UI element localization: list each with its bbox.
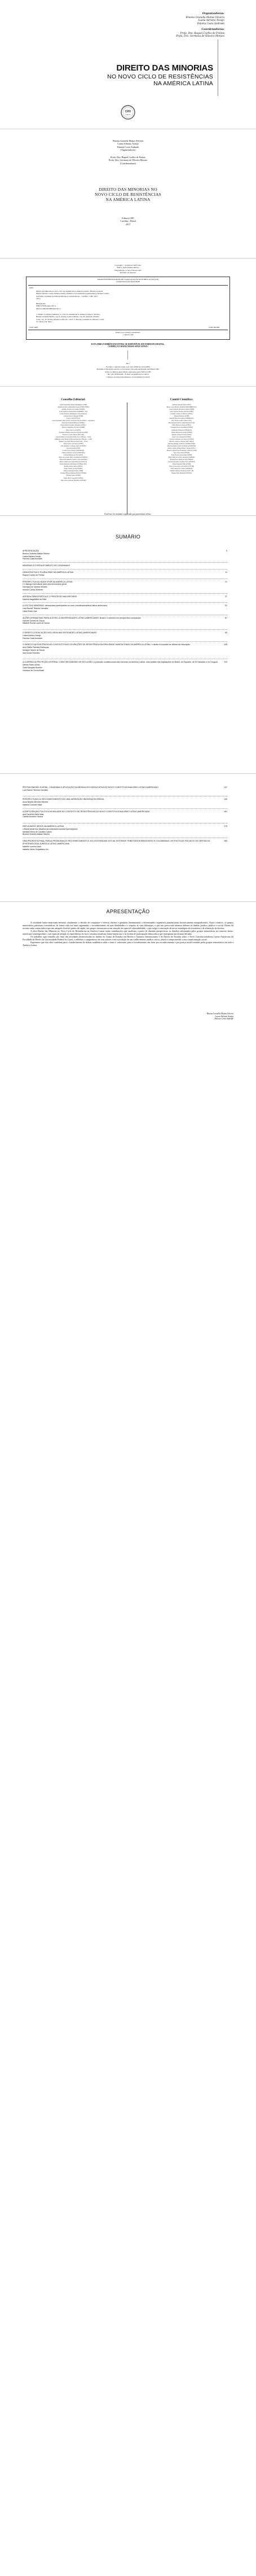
toc-entry-page: 175: [224, 825, 227, 827]
legal-notice: [0, 366, 256, 378]
council-member: Simone Rodrigues Pinto (UNB): [63, 470, 83, 472]
copyright-block: [0, 264, 256, 274]
council-member: Cesar Gerónimo Tello (Univer. Nacional Três de Febrero – Argentina): [52, 420, 95, 422]
council-member: Maria de Lourdes Pinto de Almeida (UNOESC): [59, 457, 88, 459]
council-member: Leonel Severo Rocha (UNISINOS): [62, 449, 85, 452]
title-line: NOVO CICLO DE RESISTÊNCIAS: [94, 192, 162, 198]
council-member: Maria Antonieta Lynch de Moraes (UNIVASF): [167, 445, 196, 447]
council-member: Carlos Alberto Vilar Estêvão (UMINHO – PT): [59, 411, 88, 413]
coordinator-name: Profa. Dra. Germana de Oliveira Moraes: [108, 159, 148, 162]
toc-entry[interactable]: [23, 550, 227, 560]
digital-notice-line: CONHEÇA E BAIXE NOSSO APLICATIVO!: [108, 345, 148, 348]
book-title-main: DIREITO DAS MINORIAS: [116, 63, 213, 73]
cip-line: Matias Silveira, Luana Adriano Araújo, Paloma Costa Andrade (organizadoras), Raquel Coelho: [36, 292, 109, 295]
book-title-sub: [67, 74, 213, 87]
credits-page: [0, 259, 256, 386]
toc-separator: [23, 808, 227, 809]
toc-entry-author: Luiz Ramon Teixeira Carvalho: [23, 788, 48, 791]
book-title-line: NA AMÉRICA LATINA: [153, 80, 213, 87]
cip-heading-line: DADOS INTERNACIONAIS DE CATALOGAÇÃO NA PUBLICAÇÃO (CIP): [97, 278, 159, 281]
council-member: Tania Suely Azevedo Brasileiro (UFOPA): [60, 479, 86, 481]
toc-entry-author: Denise Rivero Alves: [23, 664, 40, 667]
toc-entry-author: Clara Marques Bomfim: [23, 666, 42, 669]
toc-entry[interactable]: [23, 604, 227, 612]
toc-entry-title: REFUGIADOS SÍRIOS NA AMÉRICA LATINA: [23, 825, 64, 827]
toc-entry-page: 51: [225, 604, 227, 607]
organizer-name: Paloma Costa Andrade: [197, 21, 224, 25]
toc-entry[interactable]: [23, 617, 227, 625]
toc-entry[interactable]: [23, 798, 227, 806]
council-member: Antônio Pereira Gaio Júnior (UFRRJ): [61, 409, 85, 411]
council-member: Wagner Pires Machado (UERGS): [171, 472, 192, 475]
council-member: Fábio Barbosa Chaves (UFPA): [172, 424, 191, 427]
cip-line: Bibliografia: [36, 303, 46, 305]
council-member: Lídia de Oliveira Xavier (UNIEURO): [61, 452, 85, 454]
copyright-line: Copyright © da Editora CRV Ltda.: [114, 264, 142, 266]
toc-entry-author: Paloma Costa Andrade: [23, 637, 42, 639]
copyright-line: Revisão: Os Autores: [120, 271, 136, 274]
toc-entry-author: Lara Rachel Teixeira Carvalho: [23, 607, 48, 610]
toc-entry-title: A VOZ DAS MINORIAS: democracia participativa no novo constitucionalismo latino-americano: [23, 604, 108, 607]
toc-entry-author: Antonio Carlos Wolkmer: [23, 588, 43, 591]
publisher-logo-sub: editora: [125, 113, 131, 116]
council-member: Jailson Alves dos Santos (UFRJ): [63, 443, 83, 445]
council-member: Adriano Sant'Ana Pedra (FDV): [172, 404, 191, 406]
cip-code: D597: [29, 287, 34, 289]
frontispiece-title: [0, 187, 256, 203]
legal-line: Conheça os nossos lançamentos: www.editoracrv.com.br: [106, 375, 150, 378]
cip-line: Direito das minorias no novo ciclo de resistências na América Latina / Bruena Granella: [36, 290, 103, 292]
council-member: Eduardo Fernandes Barbosa (UFMG): [61, 422, 85, 424]
toc-entry-author: Liana Rosa Lima: [23, 610, 37, 612]
coordinator-name: Profa. Dra. Germana de Oliveira Moraes: [176, 34, 224, 38]
toc-entry[interactable]: [23, 811, 227, 818]
cip-heading-line: CATALOGAÇÃO NA FONTE: [116, 281, 140, 283]
council-member: Tadeu Oliver Gonçalves (UFPA): [63, 477, 83, 479]
cip-line: DOI 10.24824/978854441767.4: [36, 307, 61, 310]
toc-entry-page: 11: [225, 571, 227, 573]
council-member: Marcelo Pichioli da Silveira (UNIFACEAR): [168, 443, 195, 445]
toc-entry[interactable]: [23, 643, 227, 654]
council-member: Paulo Romualdo Hernandes (UNIFAL-MG): [60, 463, 87, 466]
council-member: Silvio Carlos Alves dos Santos (UFVJM): [169, 466, 195, 468]
toc-title: SUMÁRIO: [115, 534, 141, 540]
council-member: Valter Moura do Carmo (UNIMAR): [170, 468, 193, 470]
organizers-block: [112, 12, 224, 25]
council-member: Elza Antonia Pereira Cunha Boiteux (USP): [168, 422, 195, 424]
presentation-title: APRESENTAÇÃO: [106, 909, 150, 914]
toc-entry-author: Paloma Costa Andrade: [23, 558, 42, 560]
council-member: Eloy Pereira Lemos Junior (UIT): [171, 420, 192, 422]
council-member: Andréia da Silva Quintanilha Sousa (UNIR/UFRN): [58, 406, 89, 409]
toc-entry-author: Iara Sousa Faustino: [23, 651, 40, 654]
toc-entry[interactable]: [23, 825, 227, 836]
toc-entry-author: Bruena Granella Matias Silveira: [23, 833, 50, 836]
table-of-contents-continued: [0, 774, 256, 901]
publication-year: 2017: [126, 362, 130, 365]
toc-entry-author: Isabelle Lucena Lavor: [23, 845, 42, 848]
toc-entry-author: Daniela Magalhães da Silva: [23, 598, 47, 601]
cip-line: Costa. org. IV. Freitas, Raquel Coelho de. coord. V. Moraes, Germana de Oliveira. coord.: [36, 318, 104, 321]
toc-separator: [23, 641, 227, 642]
toc-entry-title: UMA PROPOSTA FINAL PARA A PROBLEMA DO RECONHECIMENTO E DA LEGITIMIDADE SOCIAL SISTEMAS TRIBUTÁRIOS BRASILEIRO E COLOMBIANO: AS POLÍTICAS FISCAIS E DE DEFESA DA EPISTEMOLOGIA JURÍDICA LATINO-AMERICANA: [23, 840, 210, 845]
legal-line: Todos os direitos desta edição reservados pela: Editora CRV: [105, 370, 151, 373]
council-member: Carmen Tereza Velanga (UNIR): [63, 415, 83, 418]
toc-entry-title: PERSPECTIVAS DO RECONHECIMENTO DE UMA JURISDIÇÃO INDÍGENA NO BRASIL: [23, 798, 105, 801]
publisher-name: Editora CRV: [122, 217, 134, 220]
cip-subjects: [36, 313, 226, 323]
toc-entry-page: 67: [225, 616, 227, 619]
publisher-city: Curitiba – Brasil: [120, 220, 136, 223]
council-member: Elizeu Clementino de Souza (UNEB): [61, 427, 85, 429]
council-member: Celso Antonio Pacheco Fiorillo (FMU): [169, 411, 194, 413]
cip-line: VI. Título VII. Série.: [36, 321, 52, 323]
organizer-name: Paloma Costa Andrade: [117, 145, 139, 148]
toc-entry-author: Anna Beatriz Mendes Macedo: [23, 801, 48, 804]
toc-entry-author: Ana Carolina Vieira Maia: [23, 813, 44, 816]
council-member: Jorge Luís Lamounier (UFMG): [172, 436, 191, 438]
presentation-paragraph: A obra Direito das Minorias no Novo Ciclo de Resistências na América Latina reúne contribuições que analisam, a partir de distintas perspectivas, os desafios enfrentados pelos grupos minoritários no contexto latino-americano contemporâneo, com especial atenção às experiências do novo constitucionalismo latino-americano e às formas de participação democrática que emergiram nas últimas décadas.: [23, 930, 233, 936]
presentation-page: [0, 902, 256, 1116]
toc-entry-page: 119: [224, 661, 227, 664]
council-member: João Adalberto Campato Junior (UNESP): [60, 445, 86, 447]
toc-entry-page: 183: [224, 840, 227, 843]
toc-entry-page: 137: [224, 786, 227, 788]
council-member: Carlos Eduardo Nicoletti Camillo (UPM): [169, 409, 195, 411]
toc-entry-author: Bruena Granella Matias Silveira: [23, 552, 50, 555]
toc-entry-title: AÇÕES AFIRMATIVAS PARA ACESSO A UNIVERSIDADES LATINO-AMERICANAS: Brasil e Colômbia em perspectiva comparada: [23, 616, 141, 619]
council-member: Régis Willyan da Silva Andrade (UNIPAR): [168, 457, 195, 459]
toc-entry-author: Mariana Vieira de Carvalho Castro: [23, 830, 52, 833]
cip-body: [36, 290, 226, 300]
cip-line: Bruena Granella Matias. org. II. Araújo, Luana Adriano. org. III. Andrade, Paloma: [36, 316, 99, 318]
council-member: Cláudio Ladeira de Oliveira (UFSC): [170, 413, 193, 415]
organizer-name: Bruena Granella Matias Silveira: [186, 15, 224, 19]
toc-entry-page: 21: [225, 580, 227, 583]
review-note: Este livro foi avaliado e aprovado por pareceristas ad hoc.: [104, 513, 152, 515]
council-member: Ney Alves Veras (UFAM): [174, 452, 189, 454]
toc-entry-author: Monique Nunes de Souza: [23, 649, 45, 651]
title-line: NA AMÉRICA LATINA: [105, 197, 151, 203]
cip-separator: [28, 285, 228, 286]
role-label: (Coordenadoras): [120, 161, 136, 165]
council-member: Guillermo Arias Beatón (Universidade de La Havana – Cuba): [54, 438, 92, 440]
title-page: [0, 129, 256, 258]
council-member: Romeu Faria Thomé da Silva (FIDM): [170, 459, 193, 461]
council-member: Gloria Fariñas León (Universidade de La Havana – Cuba): [55, 436, 91, 438]
editorial-council-page: [0, 387, 256, 515]
frontispiece-imprint: [0, 217, 256, 226]
council-member: Bruno Cesar Barreto Jardim (UNIDOMBOSCO): [166, 406, 197, 409]
toc-entry-author: Vanessa da Cunha Brasil: [23, 669, 45, 672]
toc-separator: [23, 602, 227, 603]
toc-entry-title: APRESENTAÇÃO: [23, 550, 39, 552]
publisher-logo-text: CRV: [125, 110, 131, 113]
council-member: Luciana Schneider dos Santos (UNESP): [169, 438, 194, 440]
frontispiece-coordinators: [0, 156, 256, 165]
copyright-line: Editor-chefe: Railson Moura: [117, 266, 139, 269]
publication-year: 2017: [125, 222, 131, 226]
council-member: Elione Maria Nogueira Diogenes (UFAL): [60, 424, 86, 427]
coordinators-block: [112, 28, 224, 38]
council-member: Rosane Teresinha Carvalho Porto (UNIJUÍ): [168, 461, 195, 463]
book-title-line: NO NOVO CICLO DE RESISTÊNCIAS: [107, 73, 213, 80]
council-member: Élsio José Corá (UFFS): [66, 429, 81, 431]
cdd-code: CDD 340.098: [209, 326, 220, 328]
toc-entry-title: O DIREITO DA EXISTÊNCIA NO CONTEXTO DAS OCUPAÇÕES DE RESISTÊNCIA NA REALIDADE HABITACIONAL DA AMÉRICA LATINA: o direito à moradia na defesa da educação: [23, 643, 190, 646]
council-member: Pedro Pontes de Azevêdo (UFPB): [171, 454, 192, 457]
council-member: Rodrigo Pratte-Santos (UFES): [64, 466, 83, 468]
organizer-name: Luana Adriano Araújo: [117, 142, 139, 146]
toc-entry[interactable]: [23, 571, 227, 577]
toc-entry[interactable]: [23, 581, 227, 592]
cip-line: ISBN 978-85-444-1767-4: [36, 305, 56, 308]
toc-entry-title: PROTAGONISMO JUVENIL, CIDADANIA E APLICAÇÃO DA MEDIDA SOCIOEDUCATIVA NO NOVO CONSTITUCIONALISMO LATINO-AMERICANO: [23, 786, 158, 788]
toc-entry[interactable]: [23, 632, 227, 639]
council-member: Januário Justino Ferreira (UNIP): [171, 433, 192, 436]
role-label: (Organizadoras): [120, 148, 136, 152]
coordinator-name: Profa. Dra. Raquel Coelho de Freitas: [180, 31, 224, 34]
toc-entry[interactable]: [23, 840, 227, 851]
council-member: Marcelo Campos Galuppo (PUC Minas): [169, 440, 194, 443]
council-member: Eduardo Biacchi Gomes (UNIBRASIL): [169, 418, 194, 420]
toc-entry-author: e o diálogo intercultural para uma democracia plural: [23, 583, 67, 586]
council-member: Fernando Fortes Said Filho (UESPI): [170, 427, 193, 429]
presentation-paragraph: Esperamos que esta obra contribua para o fortalecimento do debate acadêmico sobre o tema e, sobretudo, para o fortalecimento das lutas por reconhecimento e por justiça social travadas pelos grupos minoritários em toda a América Latina.: [23, 941, 233, 947]
toc-separator: [23, 629, 227, 630]
table-of-contents-page: [0, 516, 256, 773]
toc-entry-title: A PARTICIPAÇÃO POLÍTICA DA MULHER NO CONTEXTO DE RESISTÊNCIAS DO NOVO CONSTITUCIONALISMO LATINO-AMERICANO: [23, 810, 150, 813]
cip-line: de Freitas, Germana de Oliveira Moraes (coordenadoras) – Curitiba : CRV, 2017.: [36, 295, 99, 297]
council-member: Josania Portela (UFPI): [66, 447, 81, 449]
scientific-committee-list: [131, 404, 232, 475]
council-member: Maurício Muriack de Fernandes e Peixoto (UnB): [166, 449, 197, 452]
catalog-index: [26, 331, 230, 336]
toc-separator: [23, 593, 227, 594]
council-member: Guilherme Wünsch (UNISINOS): [171, 429, 192, 431]
toc-entry-title: PERSPECTIVA DO BUEN VIVIR NA AMÉRICA LATINA: [23, 580, 73, 583]
cdu-code: CDU 34(8): [29, 326, 38, 328]
council-member: Lourdes Helena da Silva (UFV): [63, 454, 83, 457]
toc-entry[interactable]: [23, 661, 227, 672]
toc-entry-author: o Brasil diante dos desafios da sociedade mundial hiperconplexa: [23, 827, 78, 830]
editorial-council-heading: Conselho Editorial:: [61, 398, 86, 401]
toc-entry-title: MINORIAS E FORTALECIMENTO DE CIDADANIAS: [23, 564, 70, 567]
toc-entry-title: O DIREITO À EDUCAÇÃO INCLUSIVA NAS ENTIDADES LATINO-AMERICANAS: [23, 632, 97, 634]
catalog-index-heading: Índice para catálogo sistemático: [116, 331, 140, 334]
toc-entry[interactable]: [23, 786, 227, 792]
toc-entry-page: 37: [225, 595, 227, 598]
cip-line: 192 p.: [36, 297, 41, 300]
signature-name: Bruena Granella Matias Silveira: [206, 1013, 233, 1015]
digital-notice-line: ESTA OBRA TAMBÉM ENCONTRA-SE DISPONÍVEL EM FORMATO DIGITAL.: [91, 343, 165, 345]
toc-entry[interactable]: [23, 595, 227, 601]
presentation-body: [23, 921, 233, 947]
council-member: Sydione Santos (UEPG): [65, 475, 81, 477]
council-member: Helmut von Wolff (Harvard University – USA): [59, 440, 88, 443]
toc-entry-title: A GUERRA DA PROTEÇÃO INTERNA, COMO MECANISMO DE INCLUSÃO: a proteção constitucional das minorias na América Latina: uma análise das legislações do Brasil, do Equador, de El Salvador e do Uruguai: [23, 661, 218, 664]
presentation-paragraph: A sociedade latino-americana enfrenta, atualmente, o desafio de conquistar e efetivar direitos e garantias fundamentais a determinados segmentos populacionais historicamente marginalizados. Nesse contexto, os grupos minoritários passaram a reivindicar, de forma cada vez mais organizada, o reconhecimento de suas identidades e o respeito às suas diferenças, o que tem provocado intensos debates no âmbito jurídico, político e social. Diante da recente onda conservadora que tem atingido diversos países da região, tais grupos encontram-se em situação de especial vulnerabilidade, o que exige a construção de novas estratégias de resistência e de afirmação de direitos.: [23, 921, 233, 930]
toc-entry-author: Karinne Gomes de Souza: [23, 619, 45, 622]
council-member: Sérgio Pignatari Filho (UNIP): [172, 463, 191, 466]
cip-heading: [26, 278, 230, 283]
toc-separator: [23, 562, 227, 563]
presentation-signatures: [124, 1013, 233, 1020]
council-member: Vladmir Oliveira da Silveira (PUC-SP): [169, 470, 194, 472]
editorial-council-list: [23, 404, 124, 482]
publisher-logo: [120, 104, 136, 121]
toc-entry-page: 149: [224, 798, 227, 801]
legal-line: Proibida a reprodução parcial ou total desta obra sem autorização da Editora CRV: [96, 368, 160, 371]
toc-entry[interactable]: [23, 564, 227, 567]
council-member: Sérgio Nunes de Jesus (IFRO): [64, 468, 83, 470]
toc-entry-title: AGENDA DEMOCRÁTICA E O PROCESSO MAJORITÁRIO: [23, 595, 77, 598]
toc-entry-author: Luana Adriano Araújo: [23, 634, 41, 637]
scientific-committee-heading: Comitê Científico:: [170, 398, 193, 401]
title-line: DIREITO DAS MINORIAS NO: [99, 187, 157, 192]
cip-line: 1. Direito 2. Direitos humanos 3. Ciclo de resistências 4. América Latina I. Silveira,: [36, 313, 100, 316]
copyright-line: Diagramação e Capa: Editora CRV: [114, 269, 142, 271]
organizer-name: Luana Adriano Araújo: [198, 19, 224, 22]
council-member: Fernando Antônio Gonçalves Alcoforado (IPB): [59, 431, 88, 433]
organizers-heading: Organizadoras:: [202, 12, 224, 15]
toc-entry-author: Germana de Oliveira Moraes: [23, 586, 47, 589]
toc-entry-author: Camila Monteiro Santos: [23, 816, 43, 818]
cip-bibliography: [36, 303, 226, 310]
council-member: Francisco Carlos Duarte (PUC-PR): [63, 433, 84, 436]
council-member: Carlos Federico Dominguez Avila (Unieuro): [60, 413, 87, 415]
toc-entry-page: 9: [226, 550, 227, 552]
council-member: Maria Lília Imbiriba Sousa Colares (UFOPA): [59, 459, 87, 461]
council-member: Jailton Macena de Araújo (UFPB): [171, 431, 192, 433]
council-member: Aldira Guimarães Duarte Domínguez (UNB): [59, 404, 87, 406]
council-member: Eduardo Barbosa (UNB): [174, 415, 189, 418]
vertical-rule: [127, 351, 128, 360]
signature-name: Luana Adriano Araújo: [215, 1015, 233, 1018]
cover-page: [0, 0, 256, 129]
signature-name: Paloma Costa Andrade: [214, 1018, 233, 1020]
toc-entry-page: 105: [224, 643, 227, 646]
toc-entry-page: 161: [224, 810, 227, 813]
frontispiece-organizers: [0, 139, 256, 152]
toc-entry-author: Luana Adriano Araújo: [23, 555, 41, 558]
toc-entry-author: Raquel Coelho de Freitas: [23, 573, 45, 576]
toc-entry-author: Isabella Custodio Maia: [23, 803, 42, 806]
council-member: Maria Cristina dos Santos Bezerra (UFSCar): [59, 461, 87, 463]
coordinators-heading: Coordenadoras:: [201, 28, 224, 31]
toc-entry-page: 83: [225, 632, 227, 634]
organizer-name: Bruena Granella Matias Silveira: [112, 139, 144, 142]
legal-line: Tel.: (41) 3039-6418 – E-mail: sac@editoracrv.com.br: [107, 373, 149, 376]
presentation-paragraph: Os trabalhos aqui reunidos são fruto das atividades desenvolvidas no âmbito do Grupo de Estudos em Direito e Assuntos Internacionais e do Núcleo de Estudos sobre o Novo Constitucionalismo Latino-Americano da Faculdade de Direito da Universidade Federal do Ceará, e refletem o compromisso de seus autores com a produção de um conhecimento jurídico crítico, plural e comprometido com a transformação social.: [23, 935, 233, 941]
catalog-index-item: 1. Direito 340: [122, 334, 134, 336]
coordinator-name: Profa. Dra. Raquel Coelho de Freitas: [111, 156, 145, 159]
toc-entry-author: Isabelle Jaime Guiguidara Lêo: [23, 848, 48, 851]
toc-entry-author: Mikaele Rocha Lopes de Sousa: [23, 622, 50, 625]
digital-notice: [0, 343, 256, 348]
council-member: Maria Cristina Vidotte Blanco Tarrega (UFG): [167, 447, 196, 449]
toc-entry-title: DEMOCRÁTICA E PLURALISMO NA AMÉRICA LATINA: [23, 571, 73, 573]
legal-line: Foi feito o depósito legal conf. Lei 10.994 de 14/12/2004: [106, 366, 150, 368]
council-member: Solange Helena Ximenes-Rocha (UFOPA): [60, 472, 86, 475]
toc-entry-author: Ana Oriélle Paredes Rebouças: [23, 646, 49, 649]
council-member: Celso Conti (UFSCar): [66, 418, 81, 420]
